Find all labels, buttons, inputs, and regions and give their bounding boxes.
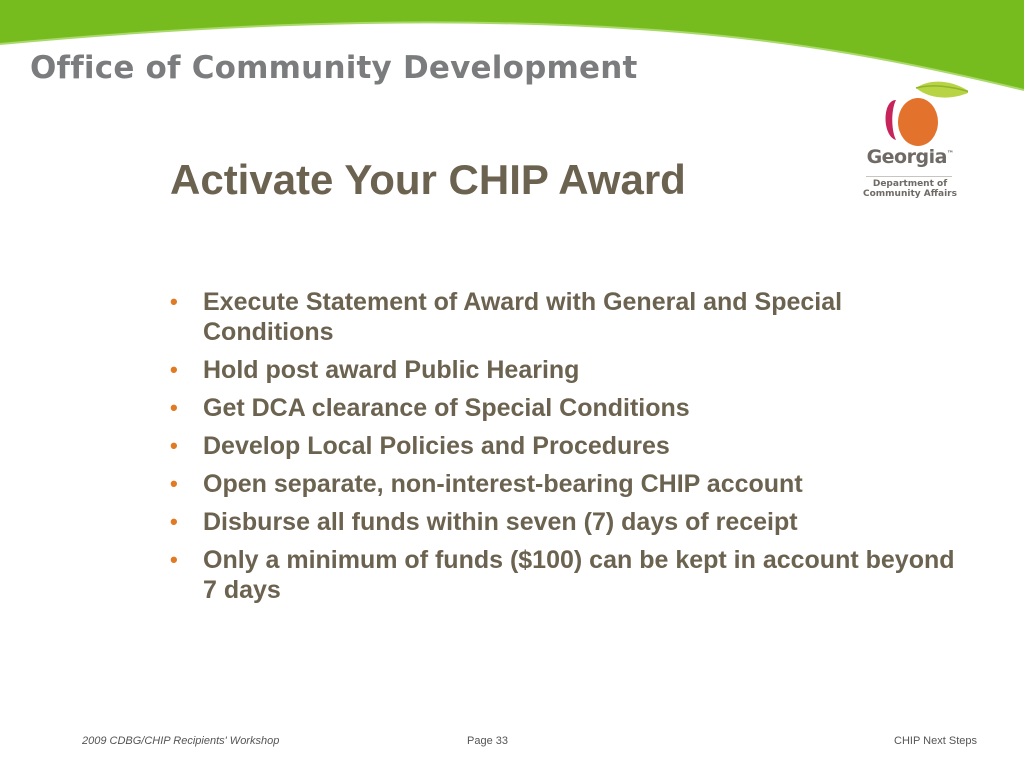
bullet-text: Get DCA clearance of Special Conditions: [203, 394, 690, 422]
bullet-dot-icon: •: [170, 433, 178, 458]
bullet-item: [170, 355, 970, 385]
bullet-text: Hold post award Public Hearing: [203, 356, 580, 384]
bullet-dot-icon: •: [170, 509, 178, 534]
georgia-dca-logo: [858, 80, 968, 204]
bullet-item: [170, 545, 970, 605]
bullet-text: Disburse all funds within seven (7) days of receipt: [203, 508, 798, 536]
bullet-list: [170, 287, 970, 613]
bullet-item: [170, 287, 970, 347]
logo-wordmark: Georgia™: [866, 146, 954, 168]
bullet-dot-icon: •: [170, 395, 178, 420]
bullet-dot-icon: •: [170, 547, 178, 572]
footer-section-label: CHIP Next Steps: [894, 735, 977, 747]
logo-subtitle-line1: Department of: [872, 179, 948, 189]
bullet-item: [170, 507, 970, 537]
bullet-item: [170, 393, 970, 423]
bullet-dot-icon: •: [170, 289, 178, 314]
bullet-dot-icon: •: [170, 471, 178, 496]
bullet-text: Open separate, non-interest-bearing CHIP account: [203, 470, 803, 498]
bullet-item: [170, 469, 970, 499]
bullet-text: Only a minimum of funds ($100) can be kept in account beyond 7 days: [203, 546, 955, 604]
bullet-item: [170, 431, 970, 461]
logo-divider: [866, 176, 952, 177]
footer-page-number: Page 33: [467, 735, 508, 747]
bullet-text: Execute Statement of Award with General and Special Conditions: [203, 288, 843, 346]
bullet-text: Develop Local Policies and Procedures: [203, 432, 670, 460]
slide-title: Activate Your CHIP Award: [170, 156, 686, 203]
office-title: Office of Community Development: [30, 50, 638, 86]
footer-workshop-label: 2009 CDBG/CHIP Recipients' Workshop: [82, 735, 280, 747]
bullet-dot-icon: •: [170, 357, 178, 382]
logo-subtitle-line2: Community Affairs: [863, 189, 957, 199]
georgia-peach-icon: [858, 80, 968, 146]
